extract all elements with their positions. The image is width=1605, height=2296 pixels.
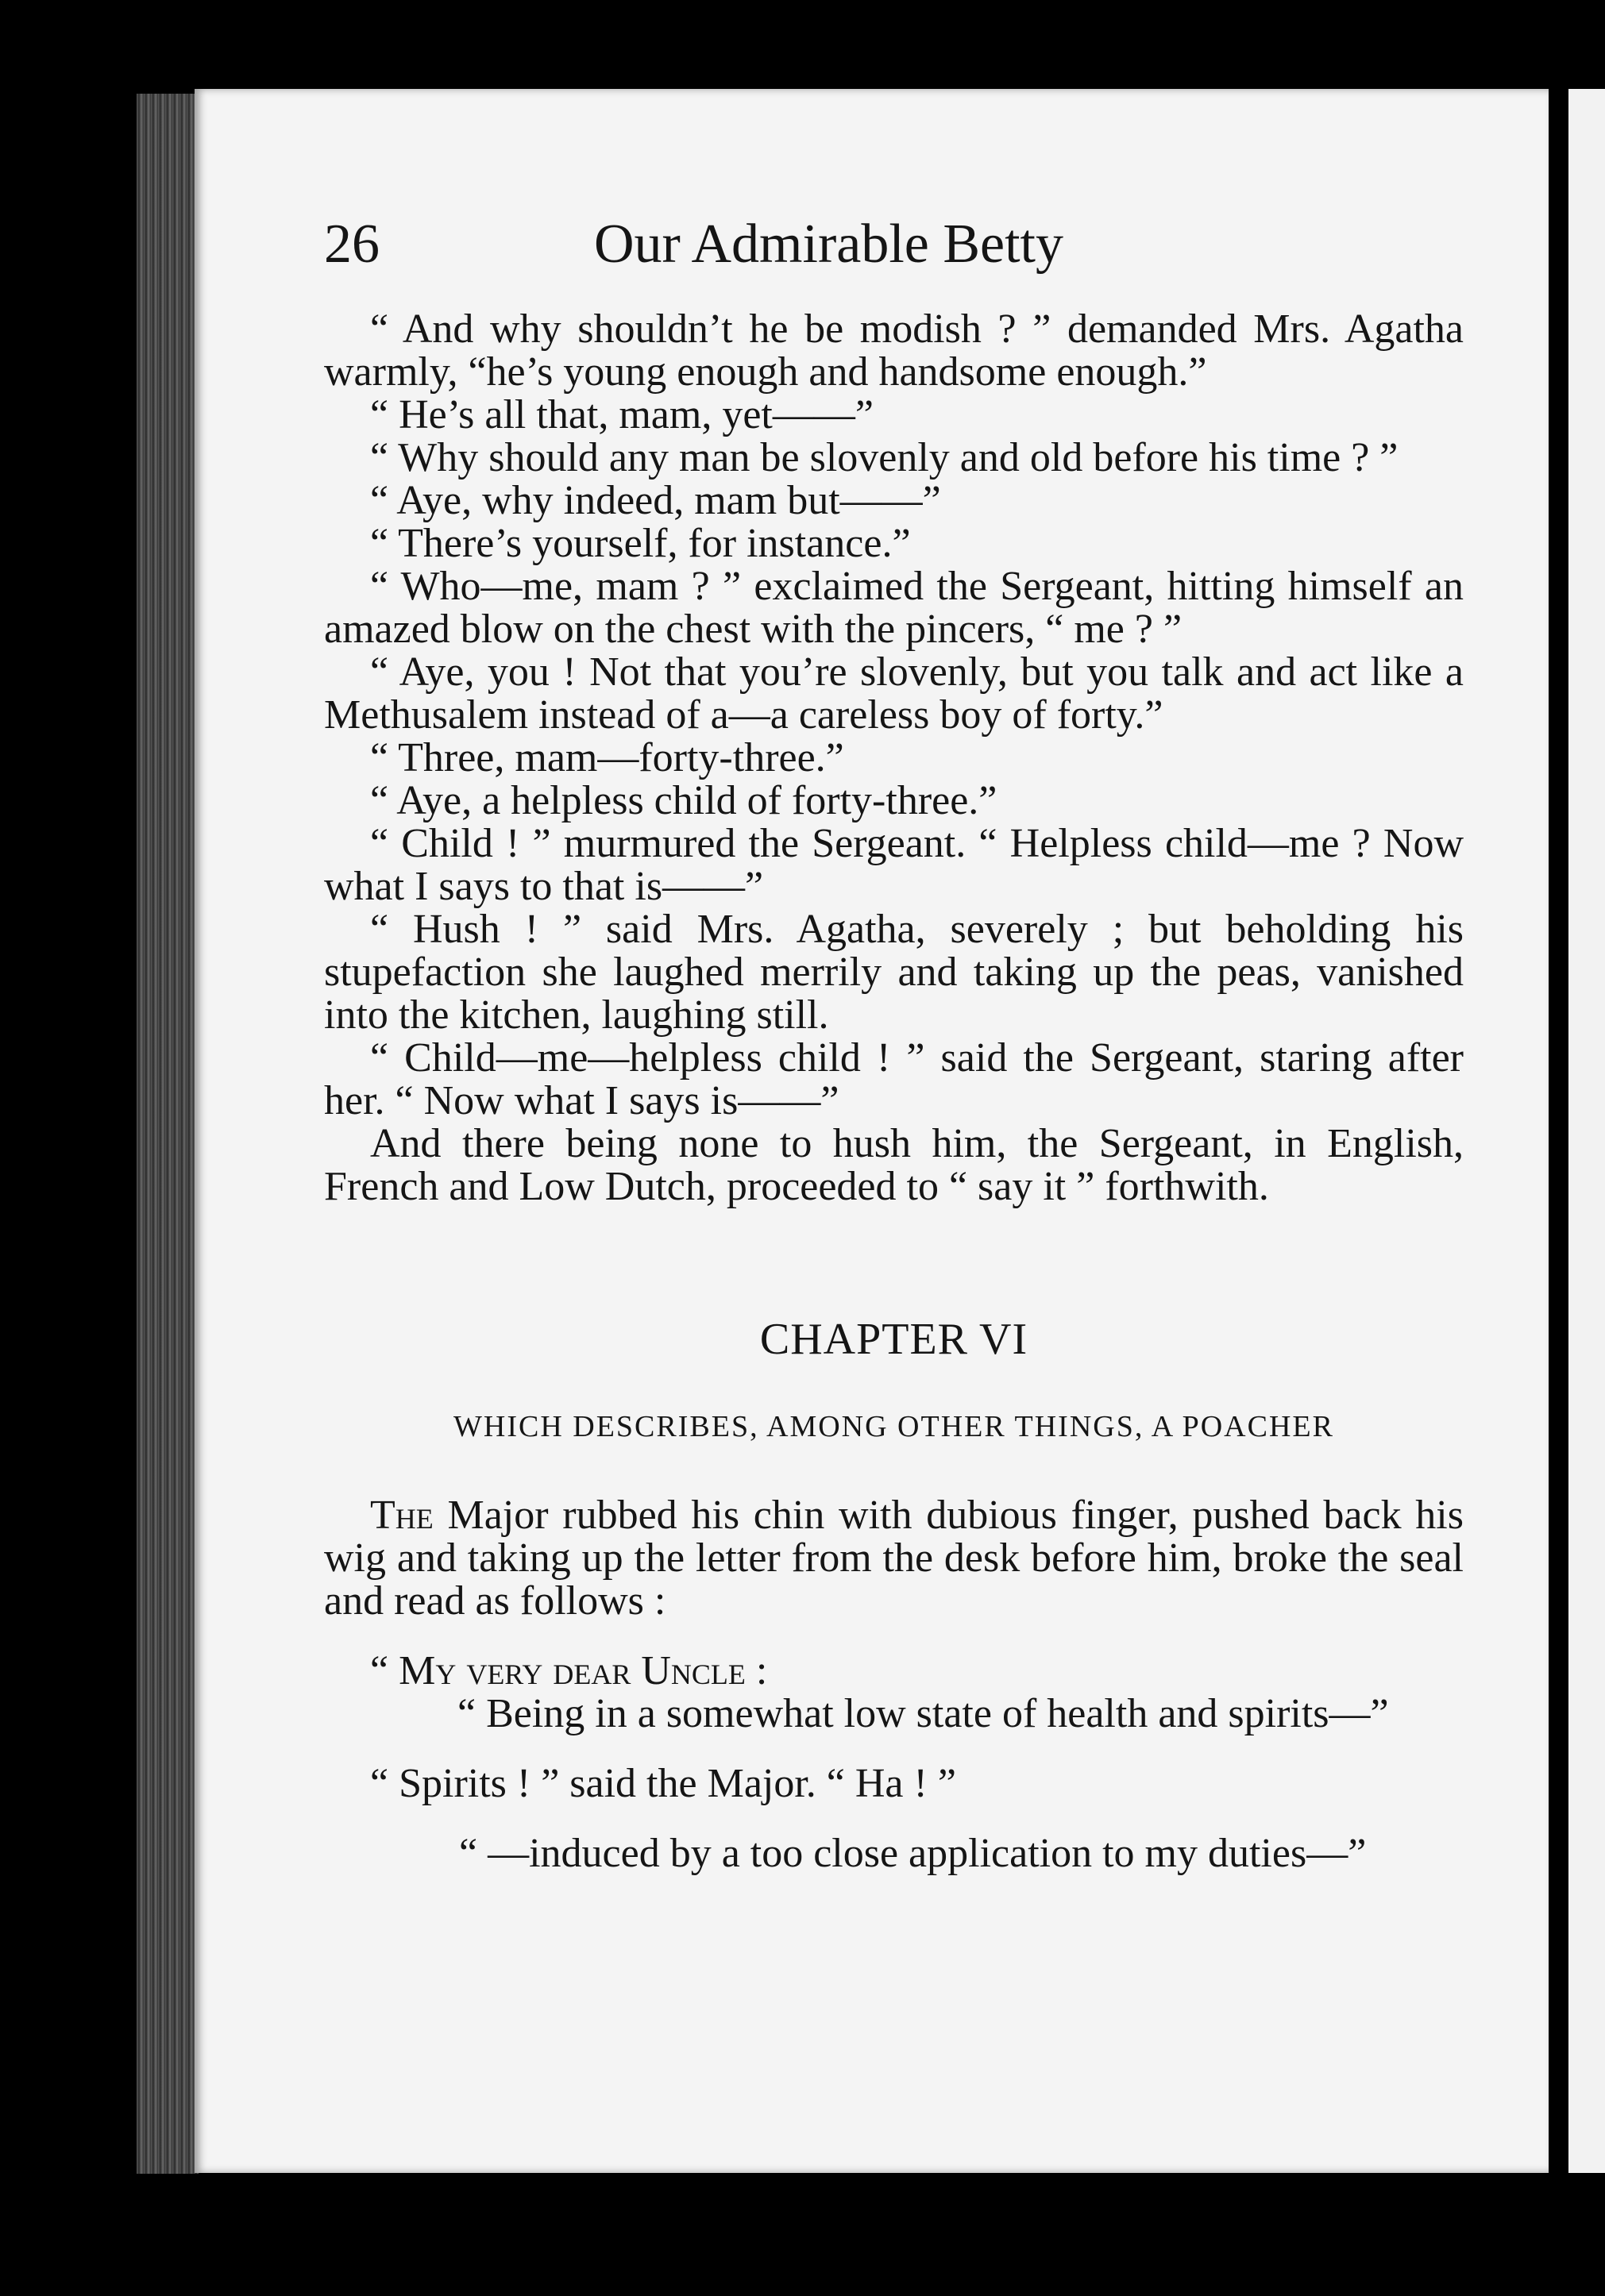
chapter-subtitle: WHICH DESCRIBES, AMONG OTHER THINGS, A POACHER xyxy=(453,1410,1334,1443)
book-spine xyxy=(137,94,199,2174)
letter-excerpt xyxy=(324,1650,1464,1735)
spacer xyxy=(324,1735,1464,1762)
spacer xyxy=(324,1805,1464,1832)
running-title: Our Admirable Betty xyxy=(594,214,1064,275)
facing-page-edge xyxy=(1568,89,1605,2173)
letter-line: “ —induced by a too close application to my duties—” xyxy=(459,1831,1367,1876)
chapter-heading: CHAPTER VI xyxy=(759,1315,1028,1364)
page-header xyxy=(324,213,1464,276)
paragraph: “ Aye, you ! Not that you’re slovenly, but you talk and act like a Methusalem instead of a—a careless boy of forty.” xyxy=(324,649,1464,738)
paragraph: “ Hush ! ” said Mrs. Agatha, severely ; but beholding his stupefaction she laughed merrily and taking up the peas, vanished into the kitchen, laughing still. xyxy=(324,907,1464,1038)
page-content xyxy=(324,213,1464,1875)
section-break xyxy=(324,1208,1464,1312)
page-number: 26 xyxy=(324,214,380,275)
paragraph: “ Child ! ” murmured the Sergeant. “ Helpless child—me ? Now what I says to that is——” xyxy=(324,821,1464,909)
paragraph: “ There’s yourself, for instance.” xyxy=(370,521,911,566)
letter-salutation: “ My very dear Uncle : xyxy=(370,1648,768,1693)
letter-line: “ Being in a somewhat low state of health and spirits—” xyxy=(457,1691,1389,1736)
opening-text: Major rubbed his chin with dubious finger, pushed back his wig and taking up the letter from the desk before him, broke the seal and read as follows : xyxy=(324,1493,1464,1624)
paragraph: “ Aye, why indeed, mam but——” xyxy=(370,478,941,523)
paragraph: “ Child—me—helpless child ! ” said the Sergeant, staring after her. “ Now what I says is——” xyxy=(324,1035,1464,1123)
lead-word: The xyxy=(370,1493,434,1538)
paragraph: “ He’s all that, mam, yet——” xyxy=(370,392,874,437)
paragraph: “ Aye, a helpless child of forty-three.” xyxy=(370,778,997,823)
paragraph: “ Who—me, mam ? ” exclaimed the Sergeant, hitting himself an amazed blow on the chest with the pincers, “ me ? ” xyxy=(324,564,1464,652)
paragraph: “ And why shouldn’t he be modish ? ” demanded Mrs. Agatha warmly, “he’s young enough and handsome enough.” xyxy=(324,306,1464,395)
major-interjection: “ Spirits ! ” said the Major. “ Ha ! ” xyxy=(370,1761,956,1806)
paragraph: “ Why should any man be slovenly and old before his time ? ” xyxy=(370,435,1399,480)
paragraph: And there being none to hush him, the Sergeant, in English, French and Low Dutch, proceeded to “ say it ” forthwith. xyxy=(324,1121,1464,1209)
paragraph: “ Three, mam—forty-three.” xyxy=(370,735,844,780)
chapter-opening-paragraph xyxy=(324,1494,1464,1623)
